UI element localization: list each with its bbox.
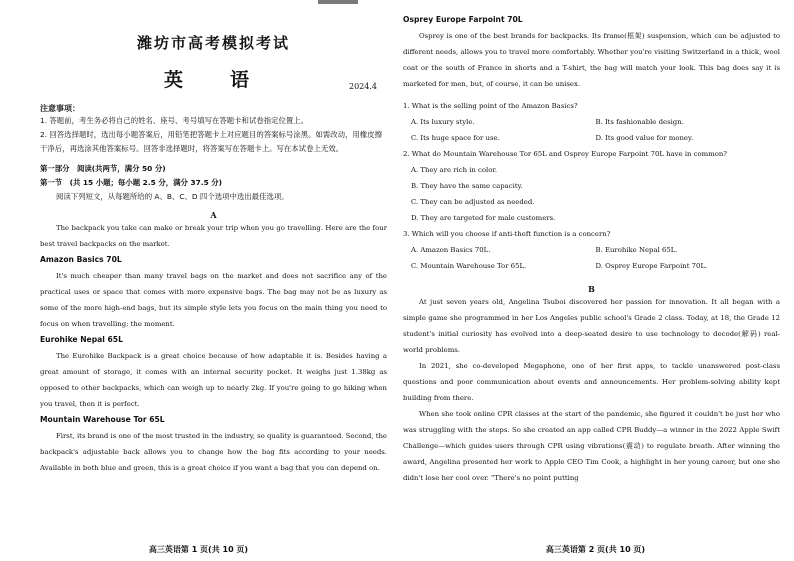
option: C. Its huge space for use. <box>411 134 500 142</box>
option: A. They are rich in color. <box>411 166 498 174</box>
subject-title: 英 语 <box>163 69 263 91</box>
option: D. Osprey Europe Farpoint 70L. <box>595 262 708 270</box>
question-3: 3. Which will you choose if anti-theft function is a concern? <box>403 230 611 238</box>
exam-title: 潍坊市高考模拟考试 <box>136 34 290 52</box>
question-1-options <box>403 114 780 146</box>
paragraph-osprey: Osprey is one of the best brands for backpacks. Its frame(框架) suspension, which can be adjusted to different needs, allows you to travel more comfortably. Whether you're visiting Switzerland in a thick, wool coat or the south of France in shorts and a T-shirt, the bag will match your look. This bag does say it is marketed for men, but, of course, it can be unisex. <box>403 32 780 88</box>
part-heading: 第一部分 阅读(共两节，满分 50 分) <box>40 164 166 173</box>
option: B. Eurohike Nepal 65L. <box>595 246 678 254</box>
option: C. Mountain Warehouse Tor 65L. <box>411 262 527 270</box>
option: A. Its luxury style. <box>411 118 475 126</box>
notice-heading: 注意事项： <box>40 104 80 113</box>
option: B. They have the same capacity. <box>411 182 523 190</box>
paragraph-b2: In 2021, she co-developed Megaphone, one of her first apps, to tackle unanswered post-class questions and poor communication about events and announcements. Her problem-solving ability kept building from there. <box>403 362 780 402</box>
passage-intro: The backpack you take can make or break your trip when you go travelling. Here are the four best travel backpacks on the market. <box>40 224 387 248</box>
page-footer-1: 高三英语第 1 页(共 10 页) <box>148 545 249 554</box>
option: A. Amazon Basics 70L. <box>411 246 491 254</box>
option: B. Its fashionable design. <box>595 118 684 126</box>
page-2 <box>397 0 794 561</box>
paragraph-mountain: First, its brand is one of the most trusted in the industry, so quality is guaranteed. Second, the backpack's adjustable back allows you to change how the bag fits according to your needs. Available in both blue and green, this is a great choice if you want a bag that you can depend on. <box>40 432 387 472</box>
heading-eurohike: Eurohike Nepal 65L <box>40 335 123 344</box>
option: C. They can be adjusted as needed. <box>411 198 535 206</box>
question-2-options <box>403 162 780 226</box>
paragraph-b3: When she took online CPR classes at the start of the pandemic, she figured it couldn't be just her who was struggling with the steps. So she created an app called CPR Buddy—a winner in the 2022 Apple Swift Challenge—which guides users through CPR using vibrations(震动) to regulate breath. After winning the award, Angelina presented her work to Apple CEO Tim Cook, a highlight in her young career, but one she didn't lose her cool over. "There's no point putting <box>403 410 780 482</box>
option: D. Its good value for money. <box>595 134 694 142</box>
question-2: 2. What do Mountain Warehouse Tor 65L and Osprey Europe Farpoint 70L have in common? <box>403 150 728 158</box>
question-3-options <box>403 242 780 274</box>
passage-label-a: A <box>210 210 217 220</box>
paragraph-b1: At just seven years old, Angelina Tsuboi discovered her passion for innovation. It all began with a simple game she programmed in her Los Angeles public school's Grade 2 class. Today, at 18, the Grade 12 student's initial curiosity has evolved into a deep-seated desire to use technology to decode(解码) real-world problems. <box>403 298 780 354</box>
question-1: 1. What is the selling point of the Amazon Basics? <box>403 102 578 110</box>
paragraph-eurohike: The Eurohike Backpack is a great choice because of how adaptable it is. Besides having a great amount of storage, it comes with an internal security pocket. It weighs just 1.38kg as opposed to other backpacks, which can weigh up to nearly 2kg. If you're going to go hiking when you travel, then it is perfect. <box>40 352 387 408</box>
heading-mountain: Mountain Warehouse Tor 65L <box>40 415 165 424</box>
passage-label-b: B <box>588 284 595 294</box>
paragraph-amazon: It's much cheaper than many travel bags on the market and does not sacrifice any of the practical uses or space that comes with more expensive bags. The bag may not be as luxury as some of the more high-end bags, but its simple style lets you focus on the main thing you need to focus on when travelling: the moment. <box>40 272 387 328</box>
instruction: 阅读下列短文，从每题所给的 A、B、C、D 四个选项中选出最佳选项。 <box>56 192 289 201</box>
heading-amazon: Amazon Basics 70L <box>40 255 122 264</box>
notice-item-2: 2. 回答选择题时，选出每小题答案后，用铅笔把答题卡上对应题目的答案标号涂黑。如需改动，用橡皮擦干净后，再选涂其他答案标号。回答非选择题时，将答案写在答题卡上。写在本试卷上无效。 <box>40 130 382 153</box>
exam-date: 2024.4 <box>349 82 377 91</box>
section-heading: 第一节 (共 15 小题；每小题 2.5 分，满分 37.5 分) <box>40 178 223 187</box>
heading-osprey: Osprey Europe Farpoint 70L <box>403 15 523 24</box>
option: D. They are targeted for male customers. <box>411 214 556 222</box>
page-footer-2: 高三英语第 2 页(共 10 页) <box>545 545 646 554</box>
notice-item-1: 1. 答题前，考生务必将自己的姓名、座号、考号填写在答题卡和试卷指定位置上。 <box>40 116 309 125</box>
